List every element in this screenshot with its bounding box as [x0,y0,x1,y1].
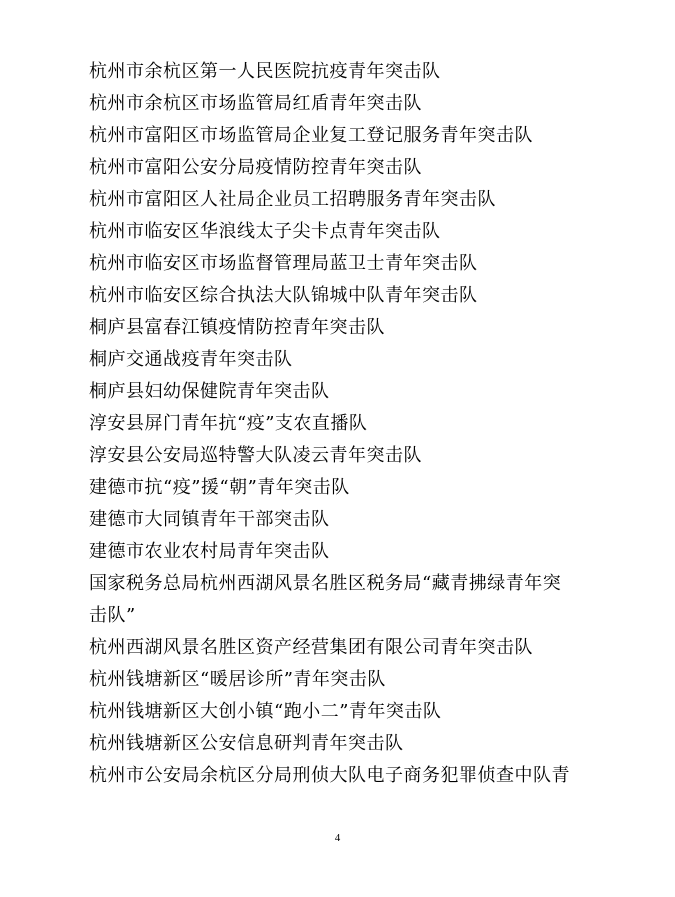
page-number: 4 [334,832,341,844]
list-line: 杭州西湖风景名胜区资产经营集团有限公司青年突击队 [89,637,533,658]
team-name-list [89,56,609,792]
list-line: 淳安县公安局巡特警大队凌云青年突击队 [89,445,422,466]
list-line: 杭州市余杭区市场监管局红盾青年突击队 [89,93,422,114]
list-line: 杭州钱塘新区“暖居诊所”青年突击队 [89,669,386,690]
list-line: 杭州钱塘新区大创小镇“跑小二”青年突击队 [89,701,442,722]
list-line: 击队” [89,605,136,626]
list-line: 杭州市临安区综合执法大队锦城中队青年突击队 [89,285,478,306]
list-line: 桐庐交通战疫青年突击队 [89,349,293,370]
list-line: 杭州市公安局余杭区分局刑侦大队电子商务犯罪侦查中队青 [89,765,570,786]
list-line: 桐庐县妇幼保健院青年突击队 [89,381,330,402]
list-line: 建德市农业农村局青年突击队 [89,541,330,562]
list-line: 建德市大同镇青年干部突击队 [89,509,330,530]
list-line: 杭州市富阳公安分局疫情防控青年突击队 [89,157,422,178]
list-line: 杭州市临安区华浪线太子尖卡点青年突击队 [89,221,441,242]
list-line: 桐庐县富春江镇疫情防控青年突击队 [89,317,385,338]
list-line: 杭州市富阳区市场监管局企业复工登记服务青年突击队 [89,125,533,146]
list-line: 杭州钱塘新区公安信息研判青年突击队 [89,733,404,754]
list-line: 淳安县屏门青年抗“疫”支农直播队 [89,413,368,434]
list-line: 杭州市余杭区第一人民医院抗疫青年突击队 [89,61,441,82]
list-line: 杭州市临安区市场监督管理局蓝卫士青年突击队 [89,253,478,274]
list-line: 建德市抗“疫”援“朝”青年突击队 [89,477,350,498]
list-line: 国家税务总局杭州西湖风景名胜区税务局“藏青拂绿青年突 [89,573,562,594]
list-line: 杭州市富阳区人社局企业员工招聘服务青年突击队 [89,189,496,210]
